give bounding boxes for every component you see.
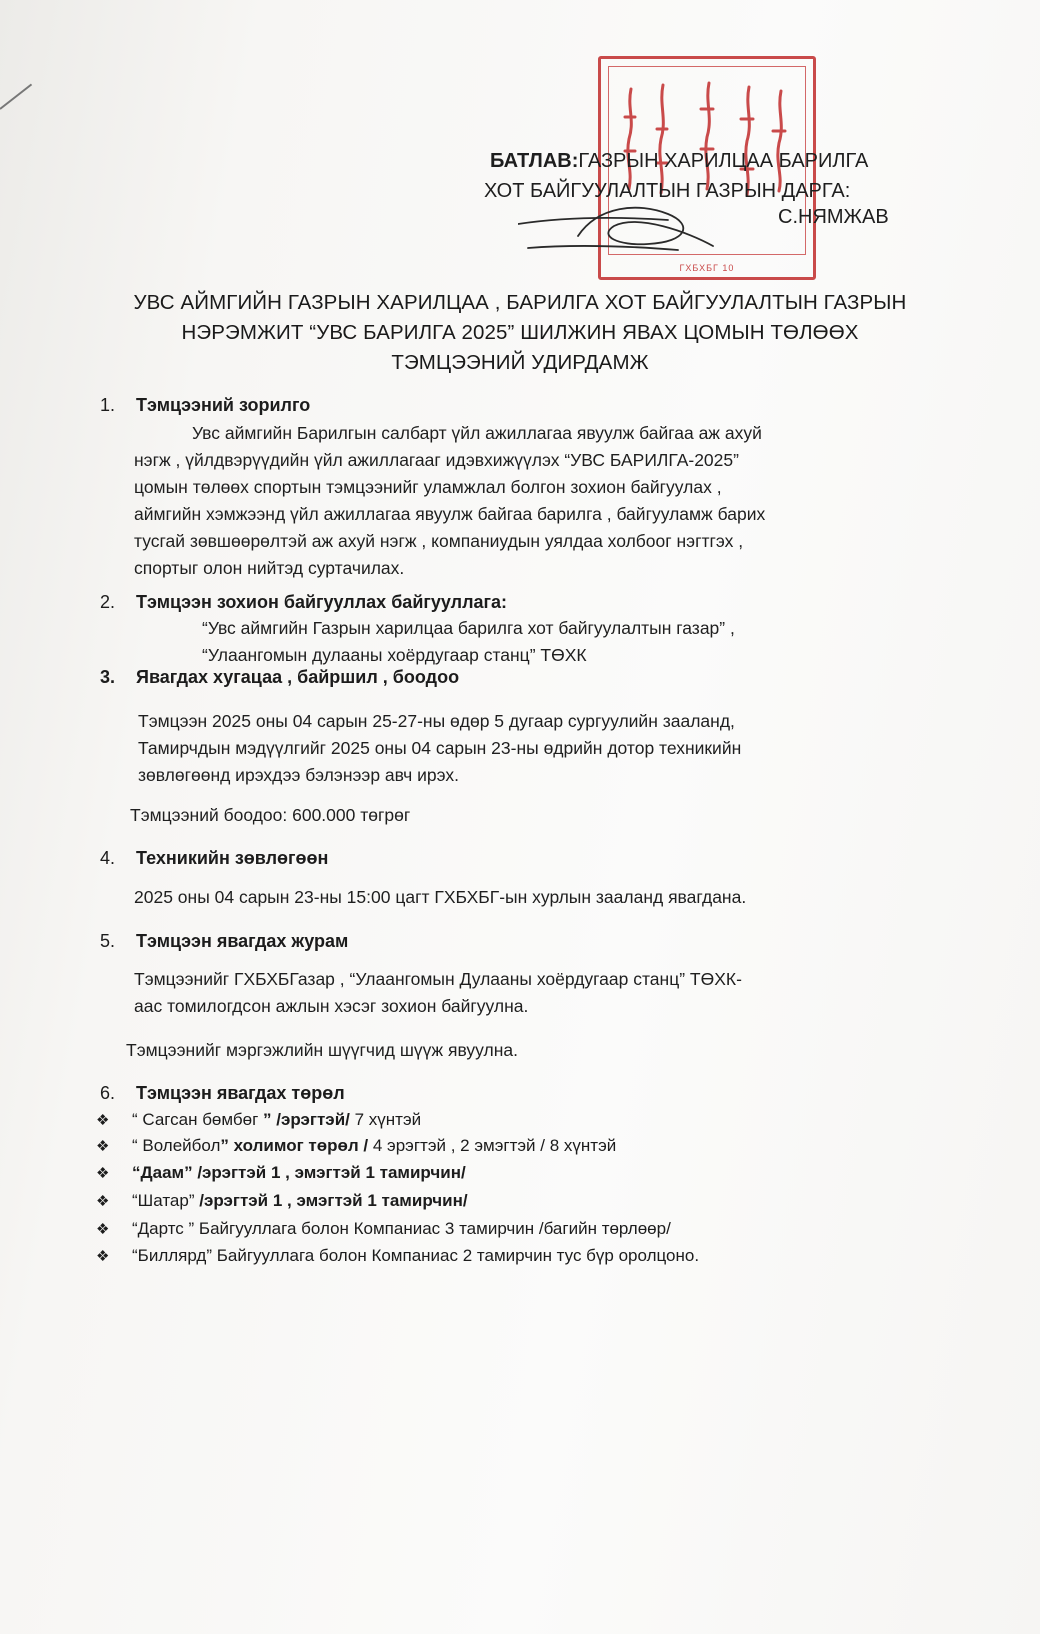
event-item-chess [96,1191,468,1211]
event-item-volleyball [96,1136,616,1156]
title-line-3: ТЭМЦЭЭНИЙ УДИРДАМЖ [391,351,649,374]
section-2-title: Тэмцээн зохион байгууллах байгууллага: [136,592,508,612]
section-2-number: 2. [100,592,116,612]
bullet-icon: ❖ [96,1221,110,1238]
approval-org: ГАЗРЫН ХАРИЛЦАА БАРИЛГА [578,150,869,172]
section-6-number: 6. [100,1083,116,1103]
document-title [80,288,960,378]
section-6-heading [100,1083,345,1104]
section-1-line: цомын төлөөх спортын тэмцээнийг уламжлал болгон зохион байгуулах , [134,477,722,497]
section-1-line: тусгай зөвшөөрөлтэй аж ахуй нэгж , компаниудын уялдаа холбоог нэгтгэх , [134,531,744,551]
section-5-note: Тэмцээнийг мэргэжлийн шүүгчид шүүж явуулна. [126,1040,518,1060]
section-1-title: Тэмцээний зорилго [136,395,311,415]
bullet-icon: ❖ [96,1248,110,1265]
section-3-heading [100,667,459,688]
event-item-checkers [96,1163,466,1183]
event-detail: 7 хүнтэй [349,1110,422,1129]
section-1-body [134,420,934,582]
section-1-heading [100,395,310,416]
event-category: /эрэгтэй 1 , эмэгтэй 1 тамирчин/ [199,1191,468,1210]
section-3-line: зөвлөгөөнд ирэхдээ бэлэнээр авч ирэх. [138,765,460,785]
approval-signatory-name: С.НЯМЖАВ [778,206,889,228]
event-name: “Биллярд” Байгууллага болон Компаниас 2 тамирчин тус бүр оролцоно. [132,1246,700,1265]
section-5-line: Тэмцээнийг ГХБХБГазар , “Улаангомын Дулааны хоёрдугаар станц” ТӨХК- [134,969,742,989]
event-item-darts [96,1219,671,1239]
section-4-number: 4. [100,848,116,868]
event-item-basketball [96,1110,421,1130]
section-3-line: Тамирчдын мэдүүлгийг 2025 оны 04 сарын 23-ны өдрийн дотор техникийн [138,738,742,758]
section-5-heading [100,931,348,952]
section-2-body [202,615,942,669]
section-1-line: спортыг олон нийтэд суртачилах. [134,558,405,578]
section-4-heading [100,848,328,869]
page-fold-mark [0,84,32,110]
section-2-line: “Увс аймгийн Газрын харилцаа барилга хот байгуулалтын газар” , [202,618,735,638]
section-3-number: 3. [100,667,116,687]
section-5-line: аас томилогдсон ажлын хэсэг зохион байгуулна. [134,996,529,1016]
event-detail: 4 эрэгтэй , 2 эмэгтэй / 8 хүнтэй [368,1136,617,1155]
handwritten-signature [518,196,718,256]
event-name: “Даам” /эрэгтэй 1 , эмэгтэй 1 тамирчин/ [132,1163,466,1182]
event-item-billiards [96,1246,699,1266]
section-5-title: Тэмцээн явагдах журам [136,931,349,951]
prize-amount: Тэмцээний боодоо: 600.000 төгрөг [130,805,411,825]
section-4-title: Техникийн зөвлөгөөн [136,848,329,868]
section-3-line: Тэмцээн 2025 оны 04 сарын 25-27-ны өдөр 5 дугаар сургуулийн зааланд, [138,711,735,731]
event-name: “Дартс ” Байгууллага болон Компаниас 3 тамирчин /багийн төрлөөр/ [132,1219,671,1238]
section-2-line: “Улаангомын дулааны хоёрдугаар станц” ТӨХК [202,645,587,665]
section-1-number: 1. [100,395,116,415]
event-category: ” холимог төрөл / [220,1136,369,1155]
section-1-line: нэгж , үйлдвэрүүдийн үйл ажиллагааг идэвхижүүлэх “УВС БАРИЛГА-2025” [134,450,739,470]
section-5-number: 5. [100,931,116,951]
event-name: “ Сагсан бөмбөг [132,1110,264,1129]
section-2-heading [100,592,507,613]
section-6-title: Тэмцээн явагдах төрөл [136,1083,345,1103]
approval-line-2: ХОТ БАЙГУУЛАЛТЫН ГАЗРЫН ДАРГА: [484,180,851,202]
section-3-title: Явагдах хугацаа , байршил , боодоо [136,667,460,687]
section-1-line: Увс аймгийн Барилгын салбарт үйл ажиллагаа явуулж байгаа аж ахуй [192,423,762,443]
bullet-icon: ❖ [96,1112,110,1129]
bullet-icon: ❖ [96,1138,110,1155]
title-line-2: НЭРЭМЖИТ “УВС БАРИЛГА 2025” ШИЛЖИН ЯВАХ ЦОМЫН ТӨЛӨӨХ [181,321,859,344]
section-3-body [138,708,928,789]
section-5-body [134,966,934,1020]
event-category: ” /эрэгтэй/ [263,1110,350,1129]
stamp-footer-text: ГХБХБГ 10 [679,263,735,273]
section-1-line: аймгийн хэмжээнд үйл ажиллагаа явуулж байгаа барилга , байгууламж барих [134,504,766,524]
approval-label: БАТЛАВ: [490,150,579,172]
event-name: “Шатар” [132,1191,200,1210]
section-4-body: 2025 оны 04 сарын 23-ны 15:00 цагт ГХБХБГ-ын хурлын зааланд явагдана. [134,887,747,907]
bullet-icon: ❖ [96,1193,110,1210]
approval-line-1 [490,150,868,173]
event-name: “ Волейбол [132,1136,221,1155]
title-line-1: УВС АЙМГИЙН ГАЗРЫН ХАРИЛЦАА , БАРИЛГА ХОТ БАЙГУУЛАЛТЫН ГАЗРЫН [133,291,907,314]
bullet-icon: ❖ [96,1165,110,1182]
